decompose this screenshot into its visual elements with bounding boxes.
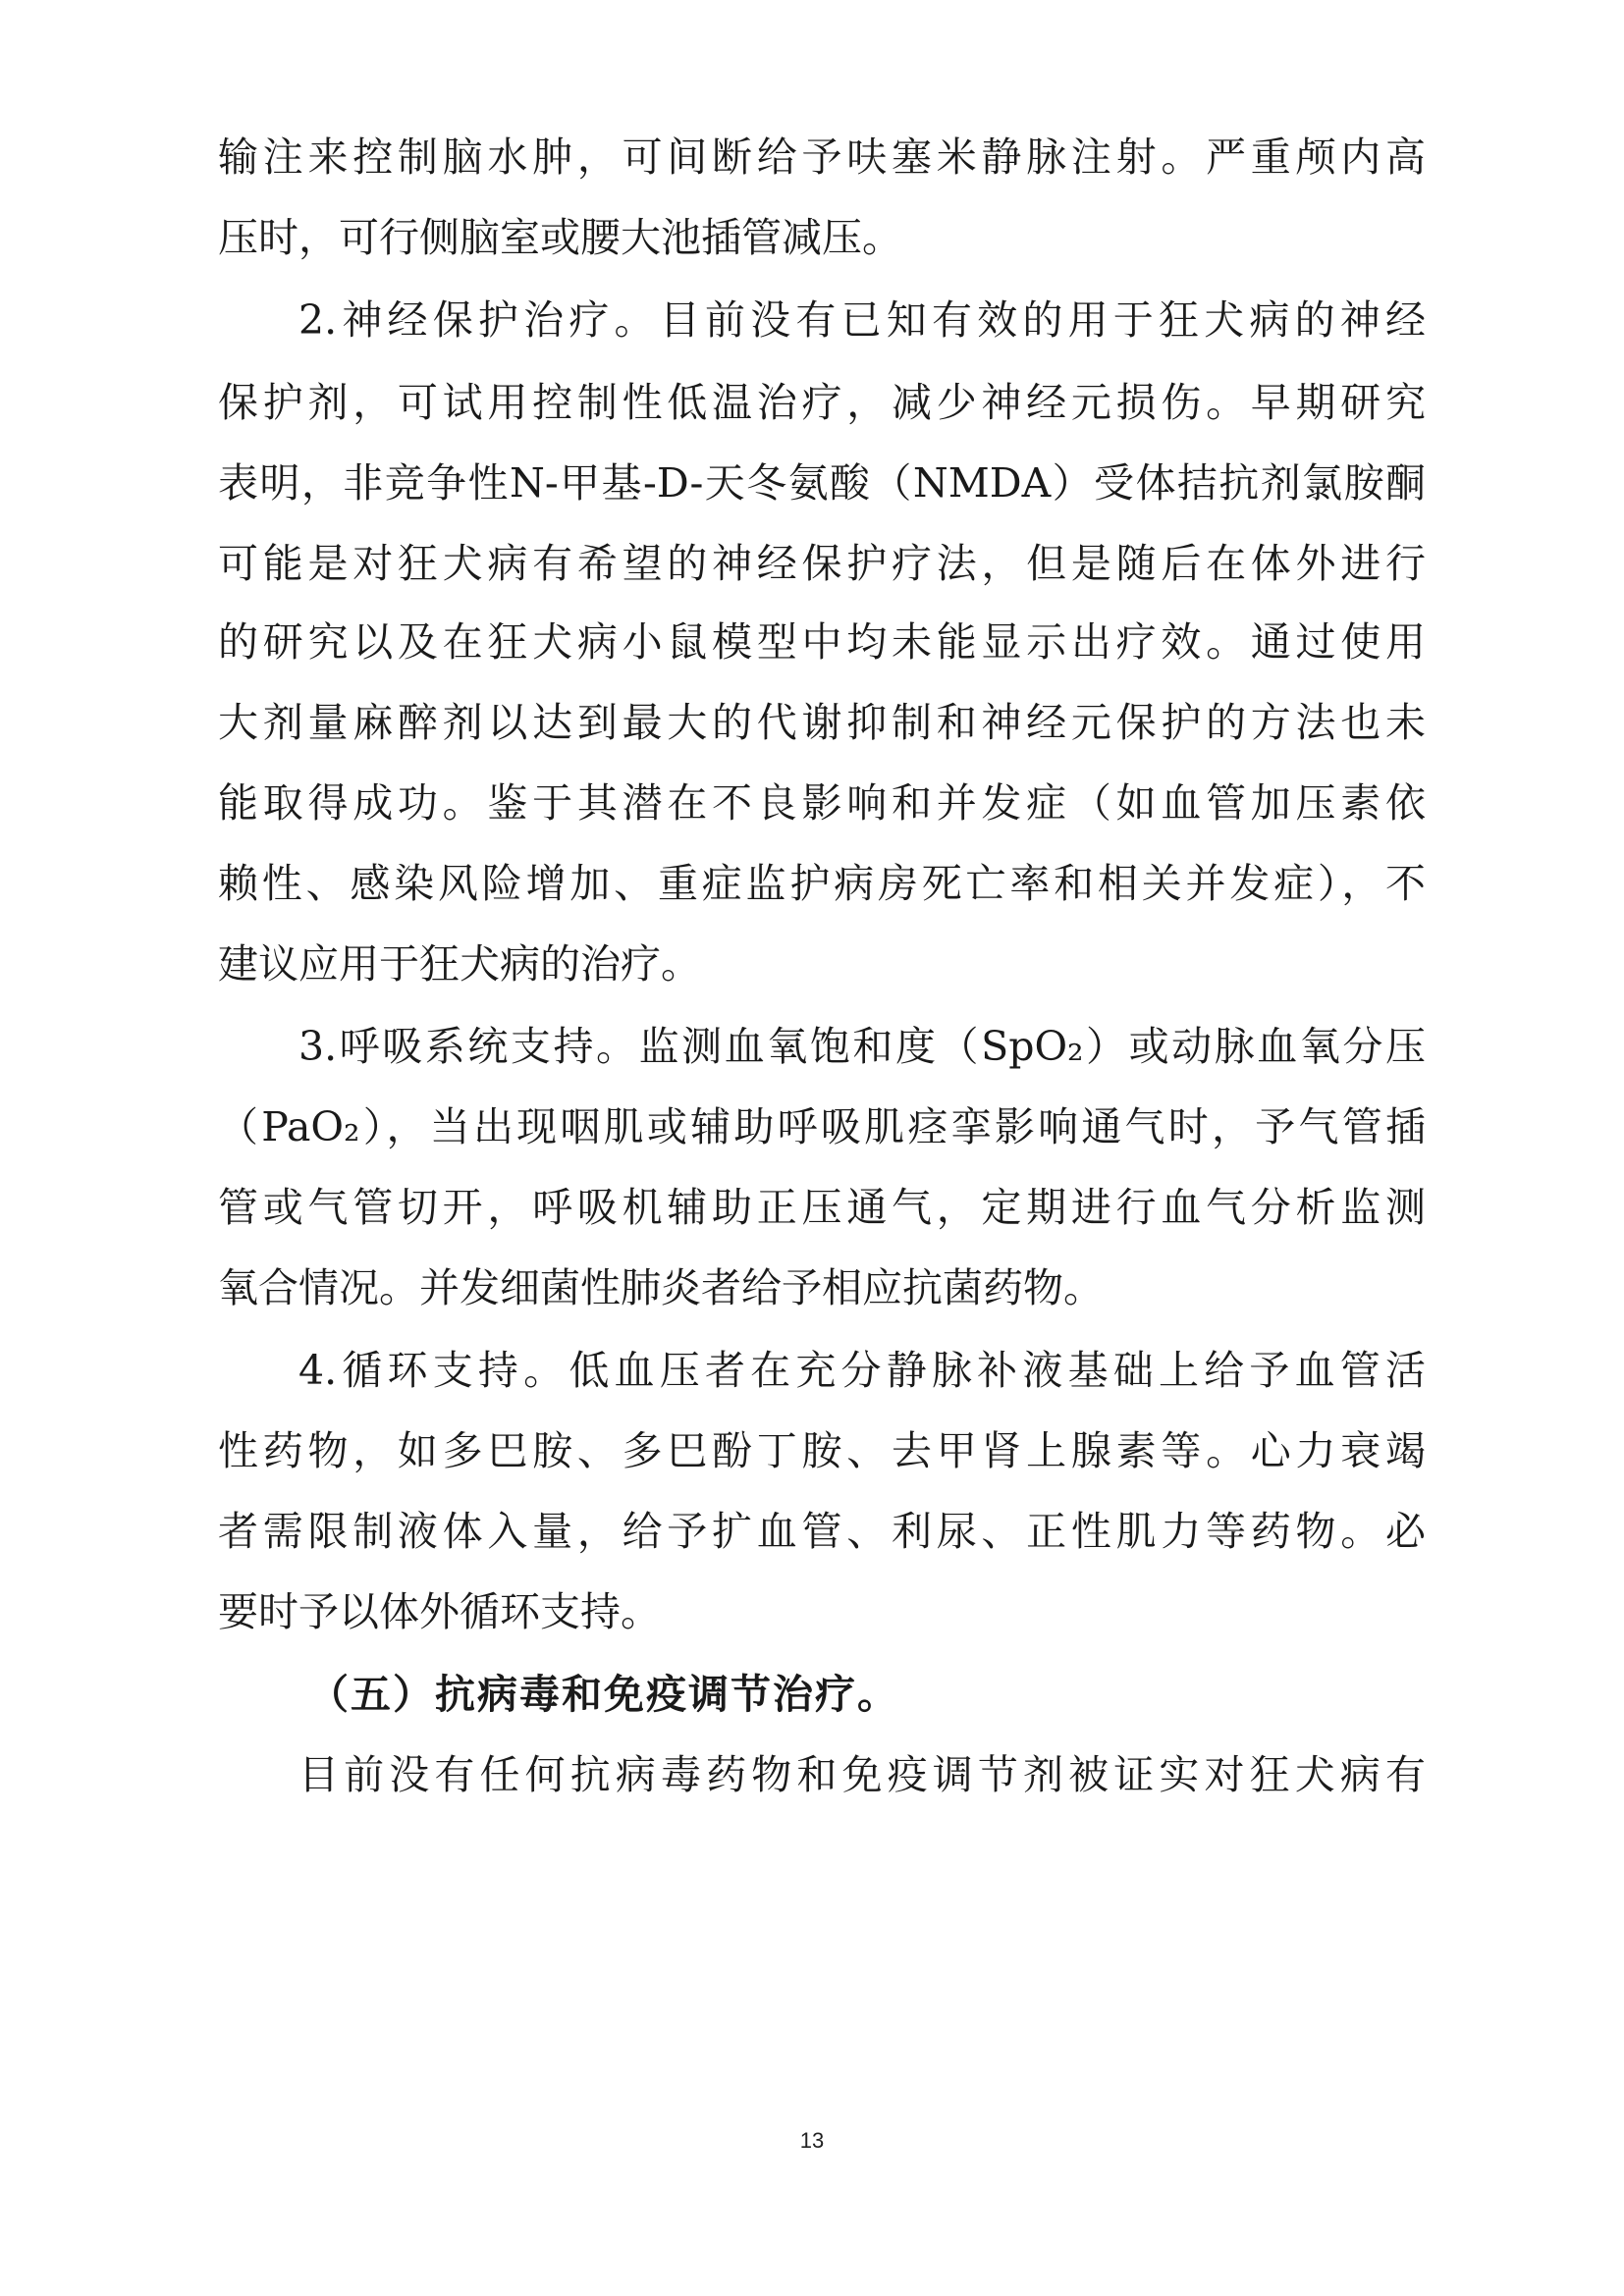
text-line: 目前没有任何抗病毒药物和免疫调节剂被证实对狂犬病有 — [298, 1751, 1426, 1798]
text-line: 2.神经保护治疗。目前没有已知有效的用于狂犬病的神经 — [298, 296, 1426, 344]
page-number: 13 — [799, 2128, 825, 2153]
text-line: 赖性、感染风险增加、重症监护病房死亡率和相关并发症），不 — [218, 860, 1426, 907]
text-line: 要时予以体外循环支持。 — [218, 1588, 661, 1635]
text-line: 者需限制液体入量，给予扩血管、利尿、正性肌力等药物。必 — [218, 1508, 1426, 1555]
text-line: 保护剂，可试用控制性低温治疗，减少神经元损伤。早期研究 — [218, 379, 1426, 426]
text-line: 3.呼吸系统支持。监测血氧饱和度（SpO₂）或动脉血氧分压 — [298, 1023, 1426, 1070]
text-line: 性药物，如多巴胺、多巴酚丁胺、去甲肾上腺素等。心力衰竭 — [218, 1427, 1426, 1474]
text-line: 管或气管切开，呼吸机辅助正压通气，定期进行血气分析监测 — [218, 1184, 1426, 1231]
text-line: 压时，可行侧脑室或腰大池插管减压。 — [218, 214, 902, 261]
text-line: 能取得成功。鉴于其潜在不良影响和并发症（如血管加压素依 — [218, 779, 1426, 827]
text-line: 建议应用于狂犬病的治疗。 — [218, 940, 701, 988]
text-line: 可能是对狂犬病有希望的神经保护疗法，但是随后在体外进行 — [218, 540, 1426, 587]
text-line: 4.循环支持。低血压者在充分静脉补液基础上给予血管活 — [298, 1347, 1426, 1394]
text-line: 氧合情况。并发细菌性肺炎者给予相应抗菌药物。 — [218, 1264, 1104, 1311]
text-line: 大剂量麻醉剂以达到最大的代谢抑制和神经元保护的方法也未 — [218, 699, 1426, 746]
section-heading: （五）抗病毒和免疫调节治疗。 — [308, 1671, 899, 1718]
text-line: 输注来控制脑水肿，可间断给予呋塞米静脉注射。严重颅内高 — [218, 133, 1426, 181]
text-line: 的研究以及在狂犬病小鼠模型中均未能显示出疗效。通过使用 — [218, 618, 1426, 666]
text-line: 表明，非竞争性N-甲基-D-天冬氨酸（NMDA）受体拮抗剂氯胺酮 — [218, 459, 1426, 507]
text-line: （PaO₂），当出现咽肌或辅助呼吸肌痉挛影响通气时，予气管插 — [218, 1103, 1426, 1150]
